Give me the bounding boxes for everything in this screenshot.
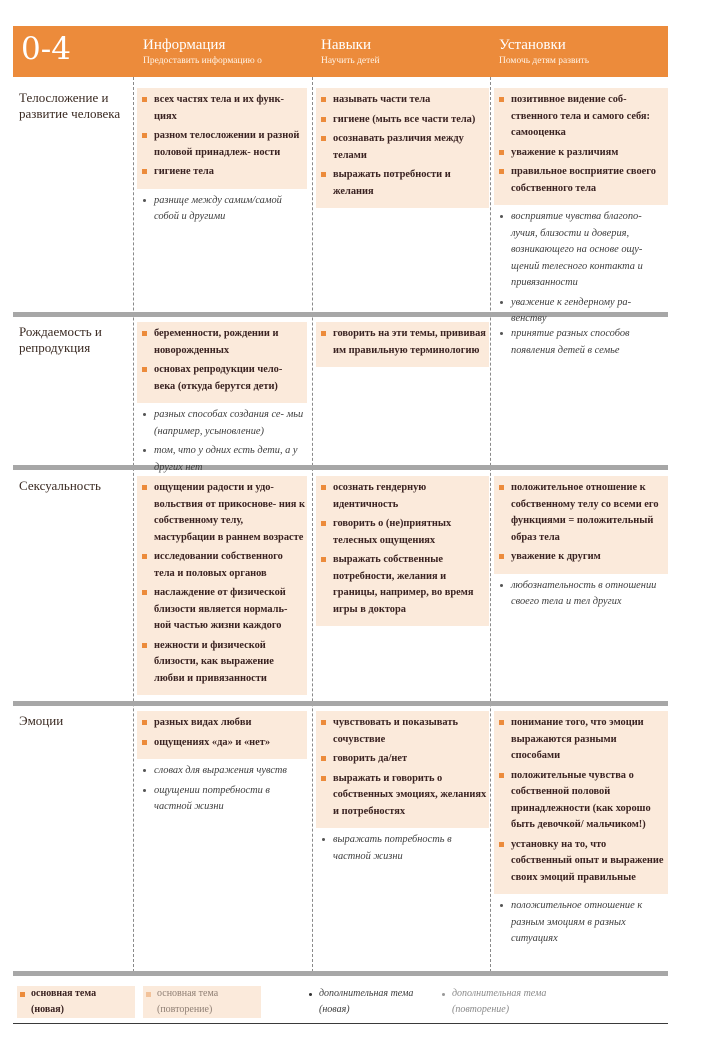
- bullet-square-icon: [321, 776, 326, 781]
- bullet-square-icon: [321, 136, 326, 141]
- topic-text: ощущениях «да» и «нет»: [154, 736, 271, 748]
- main-topics: [137, 476, 307, 695]
- bullet-square-icon: [321, 720, 326, 725]
- topic-text: разнице между самим/самой собой и другими: [154, 194, 282, 222]
- age-group-label: 0-4: [21, 31, 71, 67]
- topic-text: выражать и говорить о собственных эмоциях, желаниях и потребностях: [333, 772, 487, 817]
- topic-text: положительное отношение к разным эмоциям в разных ситуациях: [511, 900, 643, 944]
- bullet-square-icon: [499, 485, 504, 490]
- extra-topics: [137, 189, 307, 226]
- bullet-dot-icon: [322, 838, 325, 841]
- row-separator: [13, 971, 668, 976]
- topic-text: восприятие чувства благопо- лучия, близости и доверия, возникающего на основе ощу- щений телесного контакта и привязанности: [511, 211, 643, 288]
- cell-attitudes: [494, 88, 668, 331]
- row-label: Сексуальность: [19, 478, 101, 493]
- main-topic-item: [137, 362, 305, 395]
- extra-topics: [494, 894, 668, 948]
- cell-skills: [316, 476, 489, 626]
- column-divider: [133, 77, 134, 972]
- bullet-square-icon: [321, 331, 326, 336]
- bullet-dot-icon: [143, 769, 146, 772]
- extra-topic-item: [137, 783, 307, 816]
- bullet-dot-icon: [500, 301, 503, 304]
- main-topic-item: [137, 164, 305, 181]
- topic-text: всех частях тела и их функ- циях: [154, 94, 284, 122]
- topic-text: беременности, рождении и новорожденных: [154, 328, 279, 356]
- header-title: Информация: [143, 37, 226, 53]
- row-label: Рождаемость и репродукция: [19, 324, 102, 355]
- extra-topic-item: [137, 193, 307, 226]
- main-topic-item: [316, 480, 487, 513]
- bullet-square-icon: [499, 720, 504, 725]
- topic-text: уважение к другим: [511, 551, 601, 562]
- extra-topics: [137, 403, 307, 476]
- cell-skills: [316, 322, 489, 367]
- bullet-dot-icon: [500, 332, 503, 335]
- main-topics: [316, 711, 489, 828]
- bullet-dot-icon: [309, 993, 312, 996]
- cell-info: [137, 711, 307, 819]
- topic-text: говорить на эти темы, прививая им правильную терминологию: [333, 328, 486, 356]
- main-topic-item: [137, 326, 305, 359]
- main-topic-item: [137, 638, 305, 688]
- bullet-dot-icon: [442, 993, 445, 996]
- bullet-square-icon: [142, 643, 147, 648]
- topic-text: осознавать различия между телами: [333, 133, 464, 161]
- legend-main-repeat: [143, 986, 261, 1018]
- main-topic-item: [316, 771, 487, 821]
- main-topic-item: [316, 326, 487, 359]
- extra-topics: [137, 759, 307, 816]
- bullet-square-icon: [142, 367, 147, 372]
- main-topic-item: [137, 480, 305, 546]
- bullet-square-icon: [499, 842, 504, 847]
- bullet-square-icon: [321, 485, 326, 490]
- bullet-square-icon: [499, 773, 504, 778]
- main-topic-item: [494, 768, 666, 834]
- table-header: [13, 26, 668, 77]
- bullet-dot-icon: [143, 413, 146, 416]
- bullet-square-icon: [321, 521, 326, 526]
- cell-skills: [316, 711, 489, 868]
- extra-topic-item: [494, 578, 668, 611]
- main-topic-item: [494, 837, 666, 887]
- legend-label: основная тема (новая): [17, 986, 135, 1018]
- main-topic-item: [316, 516, 487, 549]
- main-topics: [494, 476, 668, 574]
- topic-text: разном телосложении и разной половой принадлеж- ности: [154, 130, 300, 158]
- topic-text: ощущении потребности в частной жизни: [154, 784, 270, 812]
- topic-text: позитивное видение соб- ственного тела и самого себя: самооценка: [511, 94, 650, 138]
- bullet-square-icon: [20, 992, 25, 997]
- bullet-square-icon: [321, 172, 326, 177]
- legend-label: основная тема (повторение): [143, 986, 261, 1018]
- legend-label: дополнительная тема (новая): [305, 986, 425, 1018]
- main-topic-item: [316, 715, 487, 748]
- topic-text: говорить да/нет: [333, 753, 408, 764]
- main-topic-item: [137, 715, 305, 732]
- bullet-square-icon: [142, 485, 147, 490]
- bullet-square-icon: [142, 97, 147, 102]
- legend-main-new: [17, 986, 135, 1018]
- bullet-dot-icon: [500, 215, 503, 218]
- topic-text: словах для выражения чувств: [154, 765, 287, 776]
- legend-label: дополнительная тема (повторение): [438, 986, 578, 1018]
- header-subtitle: Предоставить информацию о: [143, 56, 262, 66]
- bullet-square-icon: [321, 756, 326, 761]
- topic-text: уважение к различиям: [511, 146, 619, 158]
- extra-topic-item: [137, 443, 307, 476]
- main-topics: [316, 322, 489, 367]
- bottom-rule: [13, 1023, 668, 1024]
- cell-info: [137, 88, 307, 229]
- main-topic-item: [137, 735, 305, 752]
- bullet-square-icon: [499, 97, 504, 102]
- bullet-square-icon: [142, 740, 147, 745]
- main-topic-item: [137, 549, 305, 582]
- main-topic-item: [316, 167, 487, 200]
- bullet-square-icon: [142, 331, 147, 336]
- topic-text: выражать потребности и желания: [333, 169, 451, 197]
- bullet-square-icon: [499, 150, 504, 155]
- header-skills: [321, 36, 491, 68]
- topic-text: гигиене (мыть все части тела): [333, 113, 476, 125]
- bullet-square-icon: [146, 992, 151, 997]
- row-separator: [13, 701, 668, 706]
- bullet-square-icon: [321, 117, 326, 122]
- main-topic-item: [316, 92, 487, 109]
- bullet-square-icon: [142, 133, 147, 138]
- header-information: [143, 36, 313, 68]
- extra-topics: [494, 322, 668, 359]
- main-topic-item: [137, 128, 305, 161]
- cell-attitudes: [494, 476, 668, 614]
- topic-text: выражать собственные потребности, желания и границы, например, во время игры в доктора: [333, 554, 474, 615]
- topic-text: разных способах создания се- мьи (например, усыновление): [154, 409, 304, 437]
- extra-topic-item: [137, 407, 307, 440]
- main-topic-item: [316, 751, 487, 768]
- topic-text: выражать потребность в частной жизни: [333, 834, 452, 862]
- topic-text: чувствовать и показывать сочувствие: [333, 717, 458, 745]
- extra-topics: [494, 205, 668, 328]
- topic-text: основах репродукции чело- века (откуда берутся дети): [154, 364, 283, 392]
- extra-topic-item: [494, 209, 668, 292]
- main-topics: [494, 88, 668, 205]
- topic-text: положительное отношение к собственному телу со всеми его функциями = положительный образ тела: [511, 482, 659, 543]
- main-topic-item: [316, 112, 487, 129]
- extra-topic-item: [137, 763, 307, 780]
- cell-skills: [316, 88, 489, 208]
- bullet-square-icon: [142, 720, 147, 725]
- main-topic-item: [494, 92, 666, 142]
- main-topic-item: [494, 164, 666, 197]
- bullet-square-icon: [321, 557, 326, 562]
- main-topic-item: [494, 145, 666, 162]
- topic-text: понимание того, что эмоции выражаются разными способами: [511, 717, 644, 761]
- extra-topics: [316, 828, 489, 865]
- extra-topics: [494, 574, 668, 611]
- topic-text: установку на то, что собственный опыт и выражение своих эмоций правильные: [511, 838, 664, 883]
- topic-text: положительные чувства о собственной половой принадлежности (как хорошо быть девочкой/ мальчиком!): [511, 769, 651, 830]
- bullet-dot-icon: [500, 584, 503, 587]
- topic-text: говорить о (не)приятных телесных ощущениях: [333, 518, 452, 546]
- cell-info: [137, 476, 307, 695]
- column-divider: [312, 77, 313, 972]
- legend-extra-repeat: [438, 986, 578, 1018]
- topic-text: том, что у одних есть дети, а у других нет: [154, 445, 298, 473]
- main-topic-item: [137, 92, 305, 125]
- topic-text: называть части тела: [333, 94, 431, 105]
- bullet-square-icon: [499, 169, 504, 174]
- cell-attitudes: [494, 711, 668, 951]
- topic-text: осознать гендерную идентичность: [333, 482, 427, 510]
- main-topic-item: [494, 480, 666, 546]
- row-label: Телосложение и развитие человека: [19, 90, 121, 121]
- main-topic-item: [494, 549, 666, 566]
- topic-text: исследовании собственного тела и половых органов: [154, 551, 283, 579]
- topic-text: нежности и физической близости, как выражение любви и привязанности: [154, 639, 274, 684]
- main-topics: [316, 476, 489, 626]
- main-topics: [137, 322, 307, 403]
- topic-text: наслаждение от физической близости является нормаль- ной частью жизни каждого: [154, 587, 288, 631]
- main-topics: [494, 711, 668, 894]
- topic-text: принятие разных способов появления детей в семье: [511, 328, 630, 356]
- bullet-square-icon: [321, 97, 326, 102]
- main-topics: [316, 88, 489, 208]
- header-attitudes: [499, 36, 669, 68]
- bullet-square-icon: [142, 554, 147, 559]
- column-divider: [490, 77, 491, 972]
- main-topics: [137, 711, 307, 759]
- topic-text: правильное восприятие своего собственного тела: [511, 166, 656, 194]
- legend-extra-new: [305, 986, 425, 1018]
- row-separator: [13, 465, 668, 470]
- main-topics: [137, 88, 307, 189]
- bullet-dot-icon: [143, 789, 146, 792]
- cell-attitudes: [494, 322, 668, 362]
- main-topic-item: [316, 552, 487, 618]
- topic-text: уважение к гендерному ра- венству: [511, 296, 632, 324]
- bullet-square-icon: [499, 554, 504, 559]
- bullet-dot-icon: [143, 199, 146, 202]
- bullet-dot-icon: [143, 449, 146, 452]
- bullet-dot-icon: [500, 904, 503, 907]
- header-subtitle: Помочь детям развить: [499, 56, 590, 66]
- extra-topic-item: [494, 326, 668, 359]
- header-subtitle: Научить детей: [321, 56, 380, 66]
- bullet-square-icon: [142, 590, 147, 595]
- topic-text: любознательность в отношении своего тела и тел других: [511, 579, 657, 607]
- header-title: Установки: [499, 37, 566, 53]
- row-label: Эмоции: [19, 713, 64, 728]
- topic-text: ощущении радости и удо- вольствия от прикоснове- ния к собственному телу, мастурбации в раннем возрасте: [154, 482, 306, 543]
- bullet-square-icon: [142, 169, 147, 174]
- header-title: Навыки: [321, 37, 371, 53]
- main-topic-item: [494, 715, 666, 765]
- cell-info: [137, 322, 307, 479]
- topic-text: разных видах любви: [154, 717, 252, 728]
- extra-topic-item: [316, 832, 489, 865]
- topic-text: гигиене тела: [154, 166, 214, 177]
- main-topic-item: [137, 585, 305, 635]
- extra-topic-item: [494, 898, 668, 948]
- main-topic-item: [316, 131, 487, 164]
